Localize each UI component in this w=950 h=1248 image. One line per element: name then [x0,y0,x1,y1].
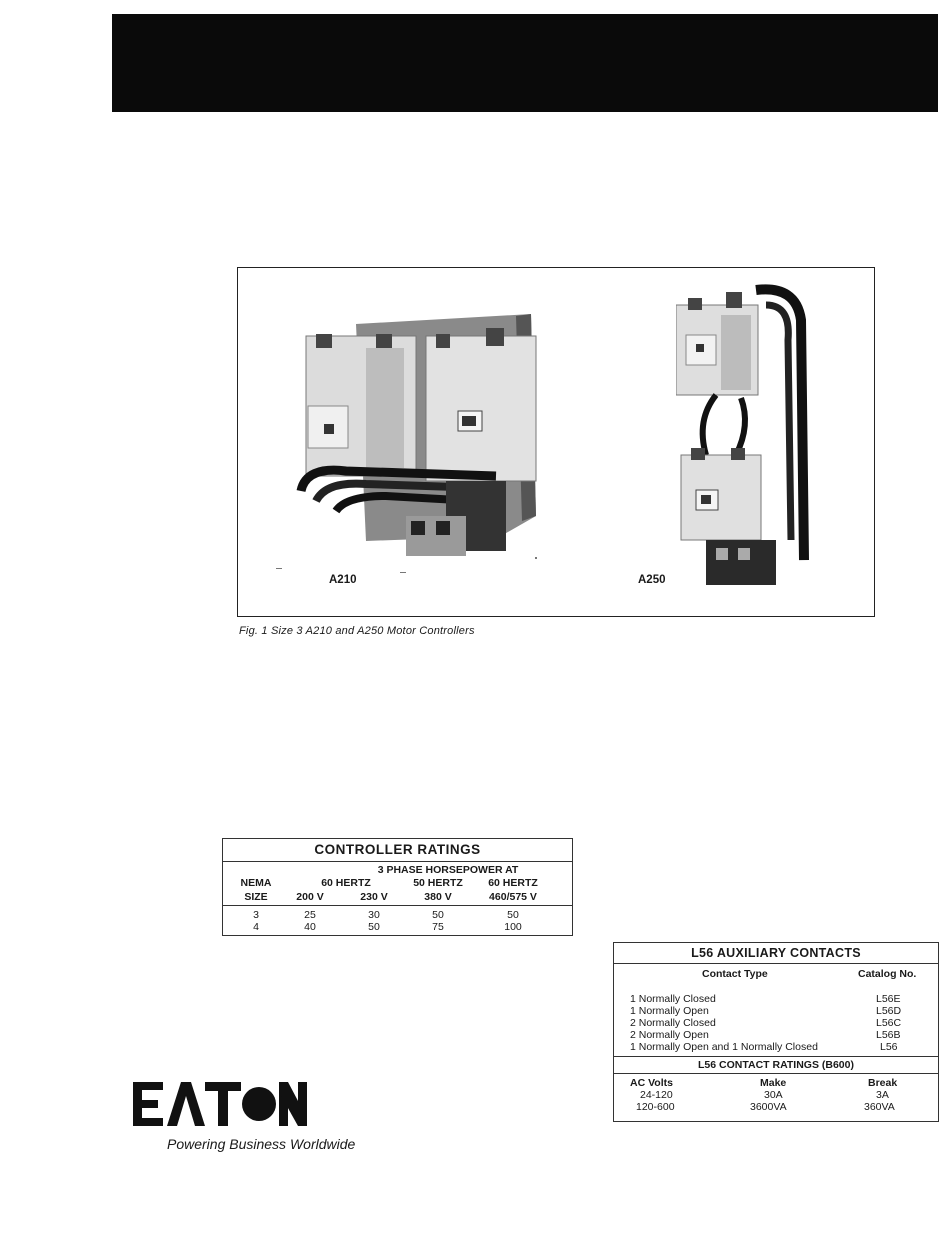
hp-cell: 100 [504,921,522,933]
size-cell: 4 [253,921,259,933]
hp-cell: 75 [432,921,444,933]
freq-50-header: 50 HERTZ [413,877,463,889]
a250-controller-photo [676,280,816,596]
make-header: Make [760,1077,787,1089]
contact-type-cell: 2 Normally Closed [630,1017,716,1029]
size-header: SIZE [244,891,268,903]
contact-type-cell: 1 Normally Open [630,1005,709,1017]
scan-mark [400,572,406,573]
volt-header: 200 V [296,891,324,903]
a210-label: A210 [329,574,357,586]
ac-volts-cell: 120-600 [636,1101,675,1113]
contact-type-cell: 1 Normally Open and 1 Normally Closed [630,1041,818,1053]
catalog-cell: L56 [880,1041,898,1053]
ac-volts-header: AC Volts [630,1077,673,1089]
divider [614,1056,938,1057]
aux-contacts-table [613,942,939,1122]
break-cell: 360VA [864,1101,895,1113]
hp-cell: 50 [507,909,519,921]
scan-mark [276,568,282,569]
eaton-logo-mark [133,1080,307,1128]
volt-header: 460/575 V [489,891,537,903]
catalog-cell: L56C [876,1017,902,1029]
ac-volts-cell: 24-120 [640,1089,673,1101]
volt-header: 380 V [424,891,452,903]
aux-contacts-title: L56 AUXILIARY CONTACTS [614,943,938,964]
divider [223,905,572,906]
hp-cell: 30 [368,909,380,921]
catalog-cell: L56B [876,1029,901,1041]
make-cell: 3600VA [750,1101,787,1113]
catalog-header: Catalog No. [858,968,917,980]
controller-ratings-title: CONTROLLER RATINGS [223,839,572,862]
volt-header: 230 V [360,891,388,903]
figure-caption: Fig. 1 Size 3 A210 and A250 Motor Controllers [239,625,475,637]
freq-60-header: 60 HERTZ [488,877,538,889]
header-bar [112,14,938,112]
group-header: 3 PHASE HORSEPOWER AT [377,864,519,876]
break-cell: 3A [876,1089,889,1101]
contact-ratings-title: L56 CONTACT RATINGS (B600) [698,1059,854,1071]
contact-type-cell: 2 Normally Open [630,1029,709,1041]
a250-label: A250 [638,574,666,586]
controller-ratings-table [222,838,573,936]
figure-box [237,267,875,617]
scan-mark [535,557,537,559]
make-cell: 30A [764,1089,783,1101]
size-cell: 3 [253,909,259,921]
nema-header: NEMA [240,877,272,889]
contact-type-header: Contact Type [702,968,768,980]
contact-type-cell: 1 Normally Closed [630,993,716,1005]
hp-cell: 40 [304,921,316,933]
catalog-cell: L56D [876,1005,902,1017]
brand-tagline: Powering Business Worldwide [167,1136,356,1152]
hp-cell: 25 [304,909,316,921]
break-header: Break [868,1077,898,1089]
hp-cell: 50 [368,921,380,933]
catalog-cell: L56E [876,993,901,1005]
freq-60-header: 60 HERTZ [321,877,371,889]
a210-controller-photo [286,306,546,566]
hp-cell: 50 [432,909,444,921]
divider [614,1073,938,1074]
